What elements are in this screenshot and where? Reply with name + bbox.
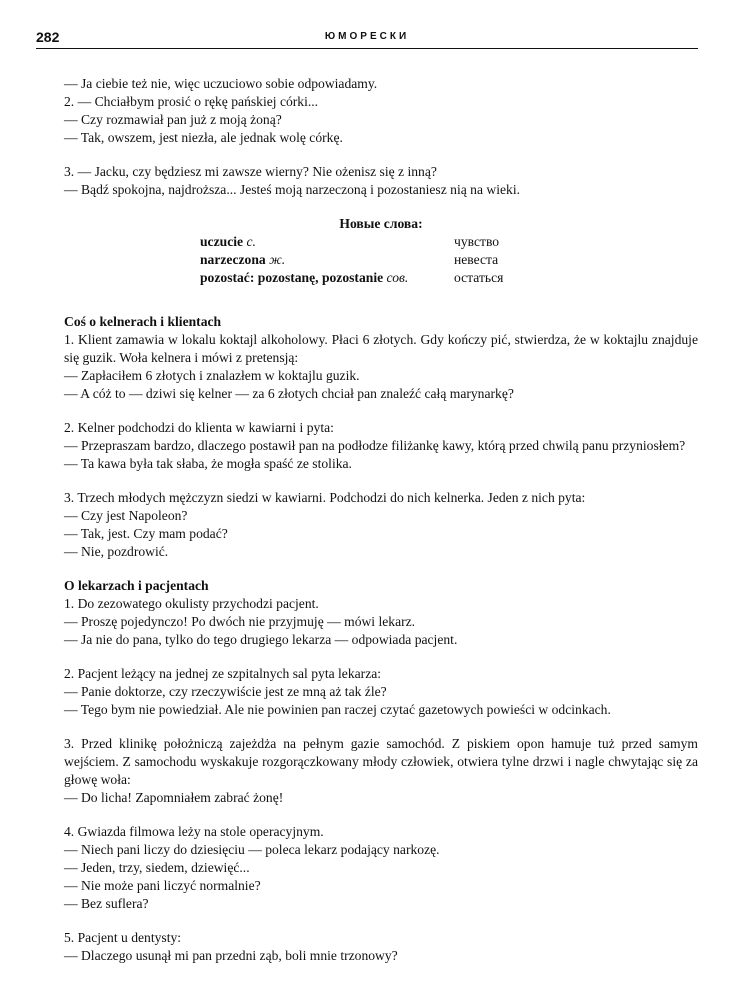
text-line: — Ja ciebie też nie, więc uczuciowo sobie odpowiadamy. bbox=[64, 76, 378, 91]
text-line: — Tak, jest. Czy mam podać? bbox=[64, 526, 228, 541]
text-line: 2. — Chciałbym prosić o rękę pańskiej córki... bbox=[64, 94, 319, 109]
text-line: — Bez suflera? bbox=[64, 896, 149, 911]
text-line: — Nie, pozdrowić. bbox=[64, 544, 169, 559]
vocabulary-row bbox=[200, 251, 620, 269]
text-line: 3. Trzech młodych mężczyzn siedzi w kawiarni. Podchodzi do nich kelnerka. Jeden z nich pyta: bbox=[64, 490, 586, 505]
text-line: 5. Pacjent u dentysty: bbox=[64, 930, 182, 945]
vocabulary-term: narzeczona ж. bbox=[200, 252, 286, 267]
text-line: — Panie doktorze, czy rzeczywiście jest ze mną aż tak źle? bbox=[64, 684, 387, 699]
text-line: — Czy rozmawiał pan już z moją żoną? bbox=[64, 112, 282, 127]
text-line: — Czy jest Napoleon? bbox=[64, 508, 188, 523]
text-line: — Ta kawa była tak słaba, że mogła spaść ze stolika. bbox=[64, 456, 352, 471]
text-line: — Tak, owszem, jest niezła, ale jednak wolę córkę. bbox=[64, 130, 343, 145]
page-number: 282 bbox=[36, 29, 60, 45]
text-line: — Zapłaciłem 6 złotych i znalazłem w koktajlu guzik. bbox=[64, 368, 360, 383]
text-line: — Niech pani liczy do dziesięciu — poleca lekarz podający narkozę. bbox=[64, 842, 440, 857]
vocabulary-translation: невеста bbox=[454, 252, 499, 267]
text-line: — Tego bym nie powiedział. Ale nie powinien pan raczej czytać gazetowych powieści w odcinkach. bbox=[64, 702, 611, 717]
vocabulary-title: Новые слова: bbox=[339, 216, 423, 231]
vocabulary-term: uczucie с. bbox=[200, 234, 256, 249]
vocabulary-box bbox=[64, 215, 698, 287]
running-title: ЮМОРЕСКИ bbox=[324, 31, 410, 42]
section-doctors bbox=[64, 577, 698, 965]
vocabulary-translation: чувство bbox=[454, 234, 500, 249]
vocabulary-translation: остаться bbox=[454, 270, 504, 285]
section-waiters bbox=[64, 313, 698, 561]
text-line: 3. — Jacku, czy będziesz mi zawsze wierny? Nie ożenisz się z inną? bbox=[64, 164, 437, 179]
text-line: — Ja nie do pana, tylko do tego drugiego lekarza — odpowiada pacjent. bbox=[64, 632, 458, 647]
paragraph: — Przepraszam bardzo, dlaczego postawił pan na podłodze filiżankę kawy, którą przed chwilą panu przyniosłem? bbox=[64, 438, 686, 453]
section-heading: Coś o kelnerach i klientach bbox=[64, 314, 222, 329]
page-header bbox=[36, 28, 698, 49]
text-line: — Jeden, trzy, siedem, dziewięć... bbox=[64, 860, 250, 875]
text-line: 2. Pacjent leżący na jednej ze szpitalnych sal pyta lekarza: bbox=[64, 666, 382, 681]
joke-3-dialogue bbox=[64, 163, 698, 199]
vocabulary-list bbox=[200, 233, 620, 287]
intro-dialogue bbox=[64, 75, 698, 147]
section-heading: O lekarzach i pacjentach bbox=[64, 578, 209, 593]
vocabulary-term: pozostać: pozostanę, pozostanie сов. bbox=[200, 270, 409, 285]
text-line: — Nie może pani liczyć normalnie? bbox=[64, 878, 261, 893]
text-line: — A cóż to — dziwi się kelner — za 6 złotych chciał pan znaleźć całą marynarkę? bbox=[64, 386, 514, 401]
paragraph: 3. Przed klinikę położniczą zajeżdża na pełnym gazie samochód. Z piskiem opon hamuje tuż przed samym wejściem. Z samochodu wyskakuje rozgorączkowany młody człowiek, otwiera tylne drzwi i nagle chwytając się za głowę woła: bbox=[64, 736, 698, 787]
text-line: 1. Do zezowatego okulisty przychodzi pacjent. bbox=[64, 596, 319, 611]
text-line: — Proszę pojedynczo! Po dwóch nie przyjmuję — mówi lekarz. bbox=[64, 614, 416, 629]
vocabulary-row bbox=[200, 233, 620, 251]
page-content bbox=[64, 75, 698, 965]
text-line: 4. Gwiazda filmowa leży na stole operacyjnym. bbox=[64, 824, 324, 839]
text-line: — Bądź spokojna, najdroższa... Jesteś moją narzeczoną i pozostaniesz nią na wieki. bbox=[64, 182, 520, 197]
paragraph: 1. Klient zamawia w lokalu koktajl alkoholowy. Płaci 6 złotych. Gdy kończy pić, stwierdza, że w koktajlu znajduje się guzik. Woła kelnera i mówi z pretensją: bbox=[64, 332, 698, 365]
text-line: 2. Kelner podchodzi do klienta w kawiarni i pyta: bbox=[64, 420, 334, 435]
text-line: — Do licha! Zapomniałem zabrać żonę! bbox=[64, 790, 284, 805]
vocabulary-row bbox=[200, 269, 620, 287]
text-line: — Dlaczego usunął mi pan przedni ząb, boli mnie trzonowy? bbox=[64, 948, 398, 963]
